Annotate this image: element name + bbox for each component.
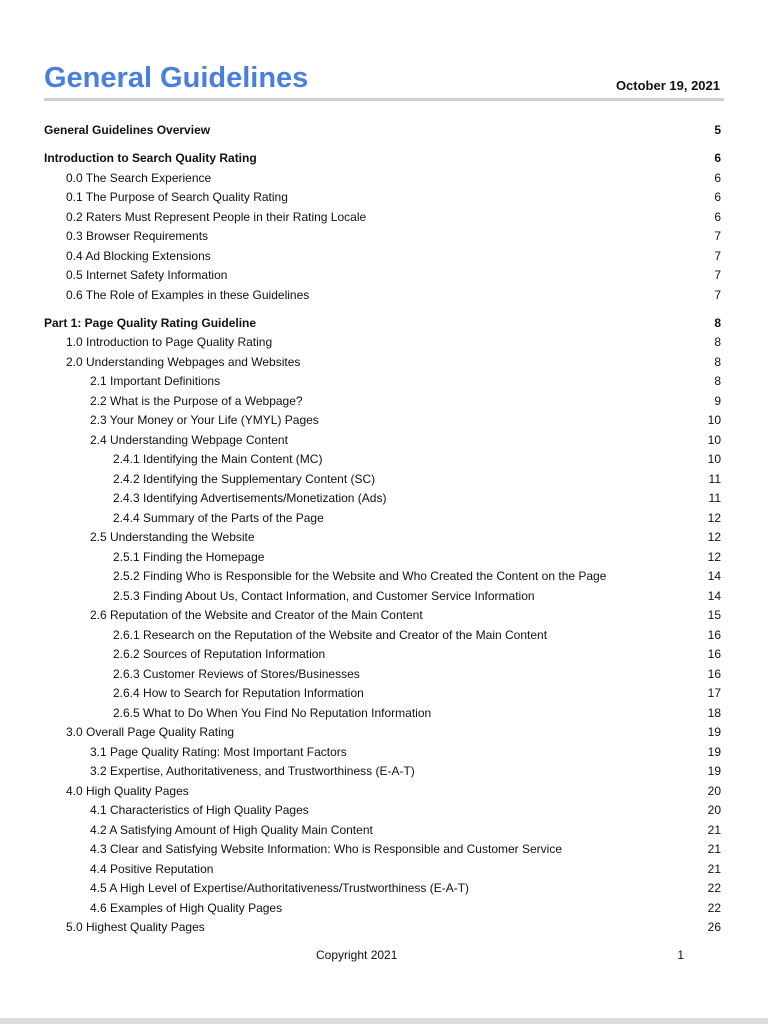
toc-entry[interactable] [44,489,724,509]
toc-entry-page: 7 [714,287,721,302]
toc-entry-title: 4.5 A High Level of Expertise/Authoritativeness/Trustworthiness (E-A-T) [90,881,470,895]
toc-entry-title: 3.0 Overall Page Quality Rating [66,725,235,739]
toc-entry-page: 7 [714,229,721,243]
document-header [44,62,724,102]
toc-entry-title: 4.3 Clear and Satisfying Website Information: Who is Responsible and Customer Service [90,842,563,856]
toc-entry-title: 4.2 A Satisfying Amount of High Quality Main Content [90,822,373,837]
toc-entry-page: 19 [707,764,721,778]
toc-entry[interactable] [44,860,724,880]
toc-entry-page: 11 [708,491,721,505]
toc-entry-page: 21 [707,822,721,837]
toc-entry-page: 10 [707,413,721,427]
toc-entry-title: 4.0 High Quality Pages [66,783,189,798]
toc-entry-page: 8 [714,374,721,388]
copyright-text: Copyright 2021 [316,948,398,962]
toc-entry-title: 2.2 What is the Purpose of a Webpage? [90,393,303,408]
toc-entry[interactable] [44,782,724,802]
toc-entry-page: 8 [714,354,721,369]
toc-entry[interactable] [44,353,724,373]
toc-entry-title: 2.4 Understanding Webpage Content [90,432,288,447]
toc-entry[interactable] [44,528,724,548]
toc-entry-title: 2.6.1 Research on the Reputation of the Website and Creator of the Main Content [113,627,548,642]
toc-entry[interactable] [44,762,724,782]
toc-entry-title: 5.0 Highest Quality Pages [66,920,205,934]
toc-entry-title: 2.5.1 Finding the Homepage [113,549,265,564]
toc-entry[interactable] [44,431,724,451]
toc-entry[interactable] [44,188,724,208]
toc-entry-title: 2.4.4 Summary of the Parts of the Page [113,510,324,525]
toc-entry-page: 14 [707,588,721,603]
toc-entry-title: 2.4.1 Identifying the Main Content (MC) [113,452,323,466]
toc-entry[interactable] [44,626,724,646]
toc-entry-page: 16 [707,647,721,661]
toc-entry[interactable] [44,918,724,938]
toc-entry[interactable] [44,208,724,228]
toc-entry-page: 10 [707,452,721,466]
toc-entry-page: 10 [707,432,721,447]
toc-entry[interactable] [44,247,724,267]
toc-entry[interactable] [44,266,724,286]
document-date: October 19, 2021 [615,78,720,93]
toc-entry-title: 2.6.2 Sources of Reputation Information [113,647,326,661]
toc-entry[interactable] [44,314,724,334]
toc-entry-title: 2.3 Your Money or Your Life (YMYL) Pages [90,413,319,427]
toc-entry[interactable] [44,743,724,763]
toc-entry-page: 6 [714,151,721,165]
toc-entry[interactable] [44,840,724,860]
toc-entry-page: 20 [707,803,721,817]
toc-entry[interactable] [44,450,724,470]
toc-entry[interactable] [44,567,724,587]
toc-entry-title: 2.0 Understanding Webpages and Websites [66,354,301,369]
toc-entry[interactable] [44,704,724,724]
toc-entry-title: 0.1 The Purpose of Search Quality Rating [66,190,288,204]
page-number: 1 [677,948,684,962]
toc-entry[interactable] [44,411,724,431]
toc-entry-page: 21 [707,861,721,876]
toc-entry-title: 2.6.4 How to Search for Reputation Information [113,686,364,700]
toc-entry[interactable] [44,801,724,821]
toc-entry-page: 7 [714,268,721,282]
toc-entry-page: 6 [714,190,721,204]
toc-entry[interactable] [44,169,724,189]
toc-entry-title: 2.6 Reputation of the Website and Creator of the Main Content [90,608,423,622]
toc-entry[interactable] [44,645,724,665]
toc-entry[interactable] [44,121,724,141]
toc-entry-page: 19 [707,725,721,739]
toc-entry-page: 14 [707,569,721,583]
toc-entry-page: 6 [714,209,721,224]
toc-entry-title: 3.1 Page Quality Rating: Most Important Factors [90,744,347,759]
toc-entry-title: 4.4 Positive Reputation [90,861,214,876]
toc-entry[interactable] [44,684,724,704]
toc-entry-page: 21 [707,842,721,856]
toc-entry-title: 0.3 Browser Requirements [66,229,209,243]
toc-entry[interactable] [44,879,724,899]
toc-entry-title: 2.5.2 Finding Who is Responsible for the Website and Who Created the Content on the Page [113,569,607,583]
toc-entry[interactable] [44,149,724,169]
toc-entry-page: 12 [707,530,721,544]
toc-entry-title: Part 1: Page Quality Rating Guideline [44,315,257,330]
toc-entry-title: 0.4 Ad Blocking Extensions [66,248,211,263]
toc-entry[interactable] [44,606,724,626]
toc-entry-page: 11 [708,471,721,486]
toc-entry-page: 8 [714,315,721,330]
toc-entry-title: 4.6 Examples of High Quality Pages [90,900,283,915]
toc-entry[interactable] [44,587,724,607]
toc-entry-page: 12 [707,510,721,525]
toc-entry[interactable] [44,286,724,306]
header-divider [44,98,724,101]
toc-entry-page: 15 [707,608,721,622]
toc-entry[interactable] [44,392,724,412]
toc-entry-page: 5 [714,123,721,137]
toc-entry-page: 16 [707,666,721,681]
toc-entry-page: 20 [707,783,721,798]
toc-entry-title: 0.5 Internet Safety Information [66,268,228,282]
toc-entry-title: 4.1 Characteristics of High Quality Pages [90,803,309,817]
toc-entry-title: 3.2 Expertise, Authoritativeness, and Trustworthiness (E-A-T) [90,764,415,778]
toc-entry-title: Introduction to Search Quality Rating [44,151,257,165]
toc-entry-page: 26 [707,920,721,934]
toc-entry-page: 7 [714,248,721,263]
page-footer [44,948,724,966]
toc-entry[interactable] [44,723,724,743]
toc-entry-page: 17 [707,686,721,700]
toc-entry[interactable] [44,227,724,247]
toc-entry-title: General Guidelines Overview [44,123,211,137]
document-title: General Guidelines [44,62,309,94]
toc-entry[interactable] [44,548,724,568]
toc-entry[interactable] [44,333,724,353]
toc-entry-title: 2.6.5 What to Do When You Find No Reputation Information [113,705,432,720]
toc-entry-title: 1.0 Introduction to Page Quality Rating [66,335,273,349]
table-of-contents [44,121,724,938]
toc-entry-page: 18 [707,705,721,720]
toc-entry[interactable] [44,899,724,919]
toc-entry[interactable] [44,470,724,490]
toc-entry-title: 2.6.3 Customer Reviews of Stores/Businesses [113,666,360,681]
toc-entry-page: 22 [707,881,721,895]
toc-entry-page: 12 [707,549,721,564]
toc-entry-title: 0.2 Raters Must Represent People in their Rating Locale [66,209,367,224]
toc-entry-page: 8 [714,335,721,349]
toc-entry-page: 22 [707,900,721,915]
page-bottom-edge [0,1018,768,1024]
toc-entry-title: 2.4.3 Identifying Advertisements/Monetization (Ads) [113,491,387,505]
toc-entry-page: 19 [707,744,721,759]
toc-entry-title: 2.4.2 Identifying the Supplementary Content (SC) [113,471,376,486]
toc-entry-page: 16 [707,627,721,642]
toc-entry[interactable] [44,665,724,685]
toc-entry-title: 2.5 Understanding the Website [90,530,255,544]
toc-entry[interactable] [44,821,724,841]
toc-entry[interactable] [44,372,724,392]
toc-entry-title: 2.1 Important Definitions [90,374,221,388]
toc-entry-title: 0.0 The Search Experience [66,170,212,185]
toc-entry-page: 6 [714,170,721,185]
toc-entry[interactable] [44,509,724,529]
toc-entry-page: 9 [714,393,721,408]
toc-entry-title: 2.5.3 Finding About Us, Contact Information, and Customer Service Information [113,588,535,603]
toc-entry-title: 0.6 The Role of Examples in these Guidelines [66,287,310,302]
